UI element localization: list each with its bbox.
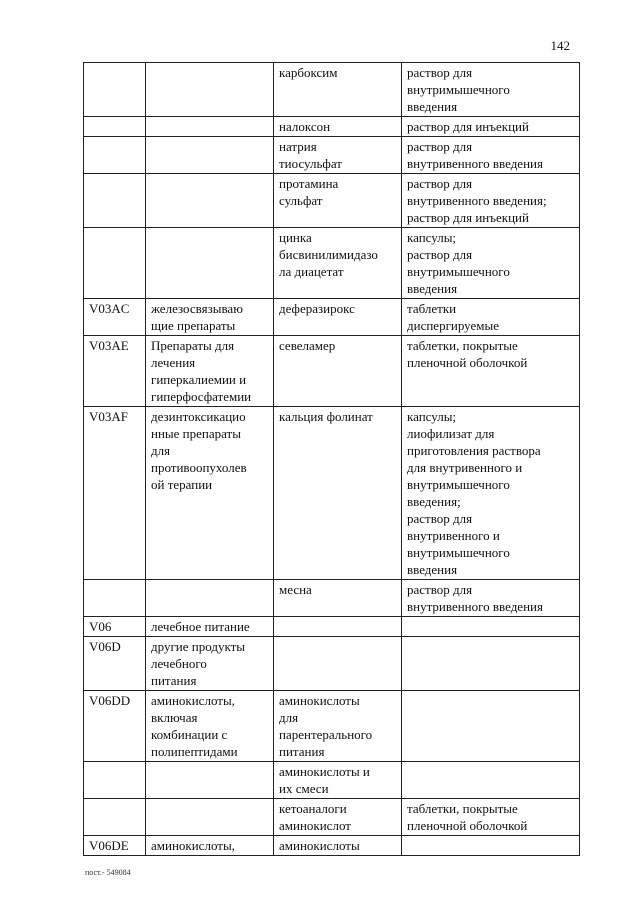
group-name-cell bbox=[146, 137, 274, 174]
drug-name-cell: налоксон bbox=[274, 117, 402, 137]
group-name-cell: лечебное питание bbox=[146, 617, 274, 637]
group-name-cell bbox=[146, 580, 274, 617]
dosage-form-cell bbox=[402, 762, 580, 799]
table-row bbox=[84, 799, 580, 836]
atc-code-cell bbox=[84, 799, 146, 836]
dosage-form-cell: таблетки, покрытые пленочной оболочкой bbox=[402, 799, 580, 836]
drug-name-cell: аминокислоты для парентерального питания bbox=[274, 691, 402, 762]
group-name-cell bbox=[146, 228, 274, 299]
atc-code-cell: V06DE bbox=[84, 836, 146, 856]
drug-name-cell bbox=[274, 637, 402, 691]
drug-name-cell: карбоксим bbox=[274, 63, 402, 117]
atc-code-cell: V06DD bbox=[84, 691, 146, 762]
group-name-cell bbox=[146, 174, 274, 228]
atc-code-cell bbox=[84, 762, 146, 799]
drug-name-cell: месна bbox=[274, 580, 402, 617]
atc-code-cell bbox=[84, 580, 146, 617]
dosage-form-cell bbox=[402, 637, 580, 691]
dosage-form-cell: капсулы; лиофилизат для приготовления раствора для внутривенного и внутримышечного введения; раствор для внутривенного и внутримышечного введения bbox=[402, 407, 580, 580]
dosage-form-cell: раствор для внутривенного введения bbox=[402, 137, 580, 174]
table-row bbox=[84, 637, 580, 691]
dosage-form-cell bbox=[402, 691, 580, 762]
drug-name-cell: кальция фолинат bbox=[274, 407, 402, 580]
group-name-cell bbox=[146, 762, 274, 799]
atc-code-cell bbox=[84, 174, 146, 228]
drug-name-cell: аминокислоты и их смеси bbox=[274, 762, 402, 799]
dosage-form-cell: таблетки диспергируемые bbox=[402, 299, 580, 336]
table-row bbox=[84, 691, 580, 762]
drug-name-cell bbox=[274, 617, 402, 637]
drug-name-cell: аминокислоты bbox=[274, 836, 402, 856]
drug-name-cell: протамина сульфат bbox=[274, 174, 402, 228]
group-name-cell: аминокислоты, включая комбинации с полипептидами bbox=[146, 691, 274, 762]
dosage-form-cell: раствор для инъекций bbox=[402, 117, 580, 137]
dosage-form-cell: таблетки, покрытые пленочной оболочкой bbox=[402, 336, 580, 407]
table-row bbox=[84, 137, 580, 174]
table-row bbox=[84, 836, 580, 856]
drug-list-table bbox=[83, 62, 580, 856]
group-name-cell: Препараты для лечения гиперкалиемии и гиперфосфатемии bbox=[146, 336, 274, 407]
atc-code-cell: V03AF bbox=[84, 407, 146, 580]
footer-text: пост.- 549084 bbox=[85, 868, 131, 877]
table-row bbox=[84, 174, 580, 228]
table-row bbox=[84, 336, 580, 407]
dosage-form-cell: раствор для внутривенного введения bbox=[402, 580, 580, 617]
atc-code-cell: V06 bbox=[84, 617, 146, 637]
group-name-cell: железосвязываю щие препараты bbox=[146, 299, 274, 336]
table-row bbox=[84, 580, 580, 617]
page-number: 142 bbox=[550, 38, 570, 53]
atc-code-cell bbox=[84, 228, 146, 299]
group-name-cell bbox=[146, 63, 274, 117]
drug-name-cell: деферазирокс bbox=[274, 299, 402, 336]
group-name-cell: дезинтоксикацио нные препараты для противоопухолев ой терапии bbox=[146, 407, 274, 580]
drug-name-cell: севеламер bbox=[274, 336, 402, 407]
table-row bbox=[84, 407, 580, 580]
drug-name-cell: натрия тиосульфат bbox=[274, 137, 402, 174]
table-body bbox=[84, 63, 580, 856]
atc-code-cell bbox=[84, 137, 146, 174]
group-name-cell: аминокислоты, bbox=[146, 836, 274, 856]
atc-code-cell: V03AE bbox=[84, 336, 146, 407]
dosage-form-cell bbox=[402, 836, 580, 856]
drug-name-cell: кетоаналоги аминокислот bbox=[274, 799, 402, 836]
atc-code-cell: V06D bbox=[84, 637, 146, 691]
group-name-cell bbox=[146, 799, 274, 836]
group-name-cell: другие продукты лечебного питания bbox=[146, 637, 274, 691]
dosage-form-cell: капсулы; раствор для внутримышечного введения bbox=[402, 228, 580, 299]
atc-code-cell: V03AC bbox=[84, 299, 146, 336]
atc-code-cell bbox=[84, 63, 146, 117]
dosage-form-cell: раствор для внутривенного введения; раствор для инъекций bbox=[402, 174, 580, 228]
table-row bbox=[84, 63, 580, 117]
group-name-cell bbox=[146, 117, 274, 137]
table-row bbox=[84, 762, 580, 799]
atc-code-cell bbox=[84, 117, 146, 137]
table-row bbox=[84, 117, 580, 137]
drug-name-cell: цинка бисвинилимидазо ла диацетат bbox=[274, 228, 402, 299]
table-row bbox=[84, 617, 580, 637]
dosage-form-cell: раствор для внутримышечного введения bbox=[402, 63, 580, 117]
table-row bbox=[84, 299, 580, 336]
table-row bbox=[84, 228, 580, 299]
dosage-form-cell bbox=[402, 617, 580, 637]
